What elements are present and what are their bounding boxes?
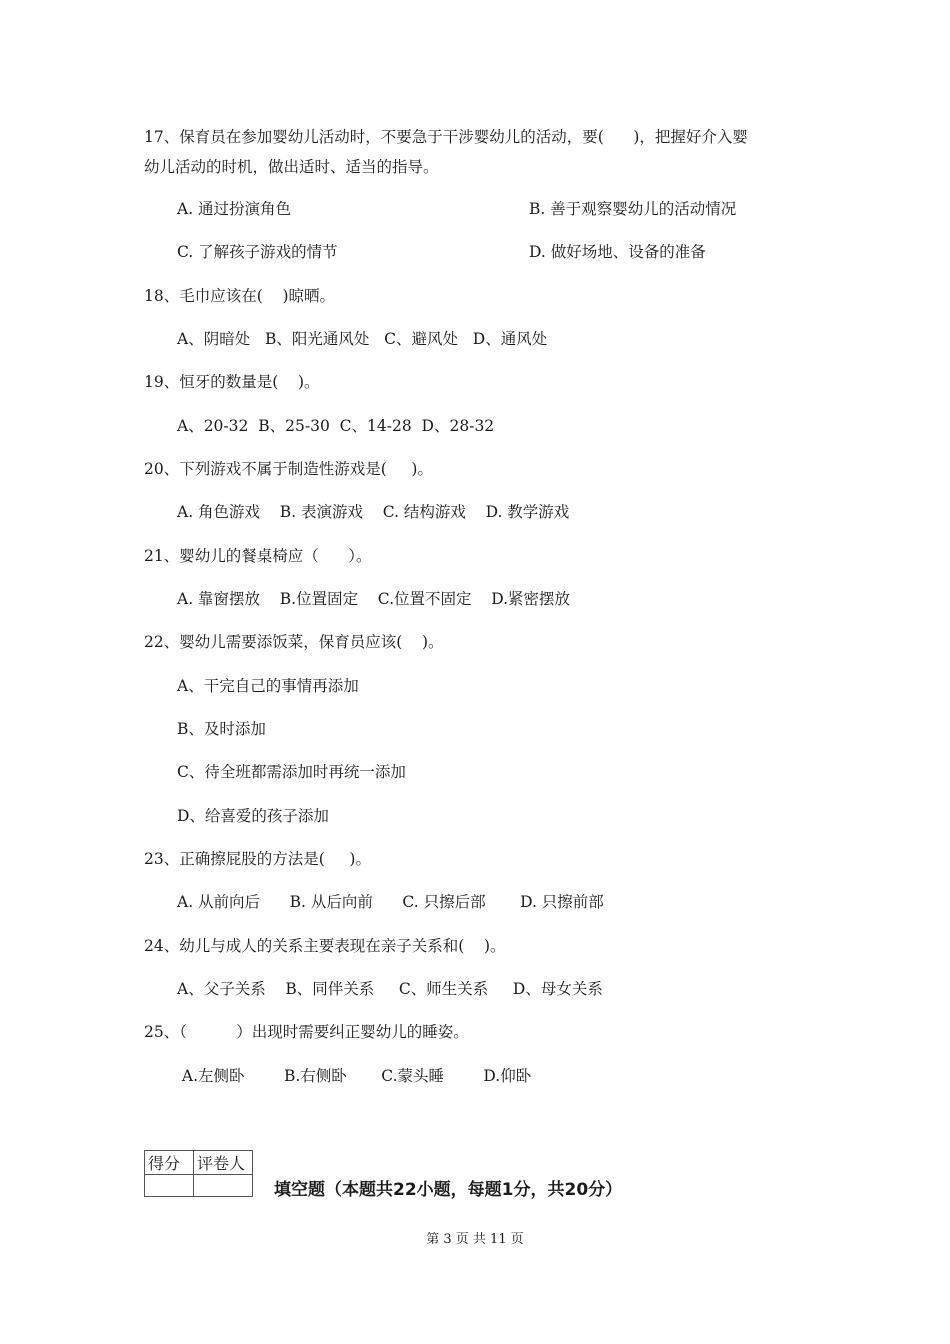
q19-options: A、20-32 B、25-30 C、14-28 D、28-32	[177, 417, 495, 435]
q25-options: A.左侧卧 B.右侧卧 C.蒙头睡 D.仰卧	[177, 1067, 532, 1085]
q24-options: A、父子关系 B、同伴关系 C、师生关系 D、母女关系	[177, 980, 603, 998]
q17-option-b: B. 善于观察婴幼儿的活动情况	[529, 200, 737, 218]
q17-stem-line2: 幼儿活动的时机，做出适时、适当的指导。	[144, 158, 439, 176]
q22-stem: 22、婴幼儿需要添饭菜，保育员应该( )。	[144, 633, 444, 651]
q23-options: A. 从前向后 B. 从后向前 C. 只擦后部 D. 只擦前部	[177, 893, 604, 911]
q24-stem: 24、幼儿与成人的关系主要表现在亲子关系和( )。	[144, 937, 506, 955]
section-title: 填空题（本题共22小题，每题1分，共20分）	[274, 1180, 623, 1200]
q18-stem: 18、毛巾应该在( )晾晒。	[144, 287, 336, 305]
grader-label: 评卷人	[194, 1151, 253, 1175]
q21-options: A. 靠窗摆放 B.位置固定 C.位置不固定 D.紧密摆放	[177, 590, 571, 608]
q22-option-a: A、干完自己的事情再添加	[177, 677, 359, 695]
score-cell[interactable]	[145, 1175, 194, 1197]
q20-stem: 20、下列游戏不属于制造性游戏是( )。	[144, 460, 433, 478]
q17-option-c: C. 了解孩子游戏的情节	[177, 243, 338, 261]
q17-option-d: D. 做好场地、设备的准备	[529, 243, 706, 261]
q22-option-d: D、给喜爱的孩子添加	[177, 807, 329, 825]
q25-stem: 25、（ ）出现时需要纠正婴幼儿的睡姿。	[144, 1023, 469, 1041]
q18-options: A、阴暗处 B、阳光通风处 C、避风处 D、通风处	[177, 330, 548, 348]
q19-stem: 19、恒牙的数量是( )。	[144, 373, 320, 391]
q23-stem: 23、正确擦屁股的方法是( )。	[144, 850, 371, 868]
q17-option-a: A. 通过扮演角色	[177, 200, 292, 218]
q22-option-b: B、及时添加	[177, 720, 266, 738]
q21-stem: 21、婴幼儿的餐桌椅应（ ）。	[144, 547, 372, 565]
score-table	[144, 1150, 253, 1197]
score-label: 得分	[145, 1151, 194, 1175]
grader-cell[interactable]	[194, 1175, 253, 1197]
q22-option-c: C、待全班都需添加时再统一添加	[177, 763, 406, 781]
q20-options: A. 角色游戏 B. 表演游戏 C. 结构游戏 D. 教学游戏	[177, 503, 570, 521]
page-footer: 第 3 页 共 11 页	[426, 1232, 524, 1247]
q17-stem-line1: 17、保育员在参加婴幼儿活动时，不要急于干涉婴幼儿的活动，要( )，把握好介入婴	[144, 128, 748, 146]
